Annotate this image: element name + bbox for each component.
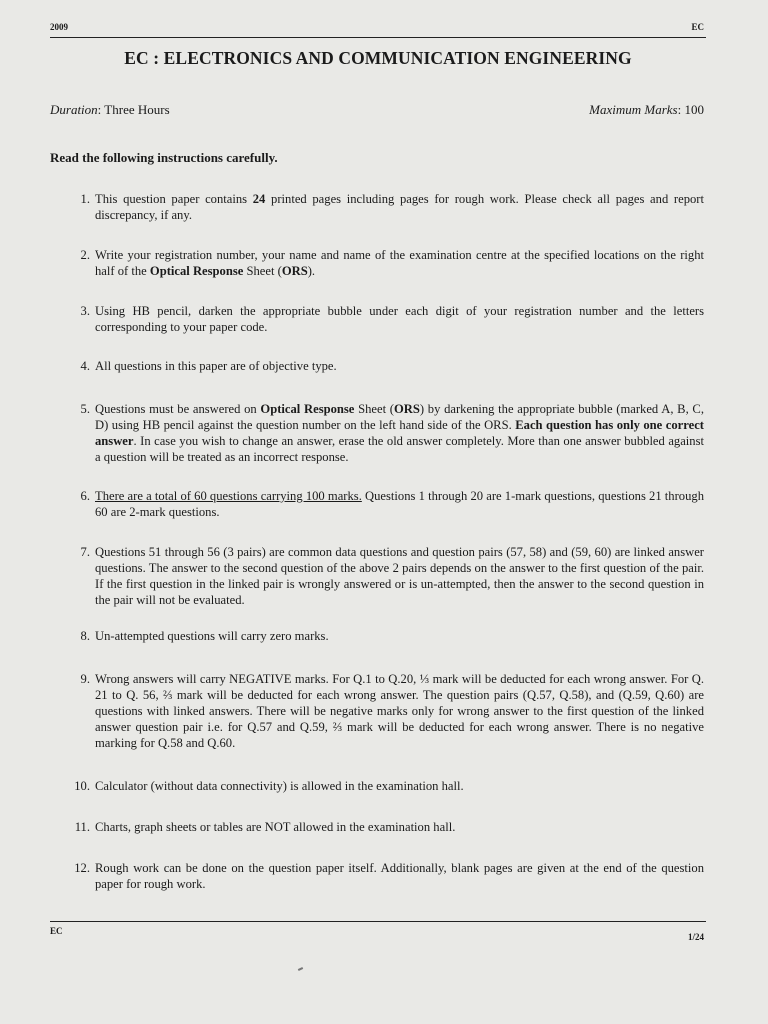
- paper-speck: [298, 967, 303, 971]
- instruction-item: [68, 401, 704, 465]
- instruction-number: 2.: [80, 248, 90, 262]
- instruction-text: Questions 51 through 56 (3 pairs) are common data questions and question pairs (57, 58) and (59, 60) are linked answer questions. The answer to the second question of the above 2 pairs depends on the answer to the first question of the pair. If the first question in the linked pair is wrongly answered or is un-attempted, then the answer to the second question in the pair will not be evaluated.: [95, 545, 704, 607]
- page-title: EC : ELECTRONICS AND COMMUNICATION ENGINEERING: [124, 48, 632, 68]
- instruction-item: [68, 778, 704, 794]
- instruction-text: Using HB pencil, darken the appropriate bubble under each digit of your registration number and the letters corresponding to your paper code.: [95, 304, 704, 334]
- instruction-item: [68, 819, 704, 835]
- instruction-item: [68, 628, 704, 644]
- instruction-number: 3.: [80, 304, 90, 318]
- instruction-item: [68, 303, 704, 335]
- footer-paper-code: EC: [50, 926, 63, 936]
- instruction-text: Rough work can be done on the question paper itself. Additionally, blank pages are given at the end of the question paper for rough work.: [95, 861, 704, 891]
- instruction-number: 7.: [80, 545, 90, 559]
- instruction-number: 6.: [80, 489, 90, 503]
- instruction-number: 8.: [80, 629, 90, 643]
- instruction-text: There are a total of 60 questions carrying 100 marks. Questions 1 through 20 are 1-mark questions, questions 21 through 60 are 2-mark questions.: [95, 489, 704, 519]
- instruction-text: Un-attempted questions will carry zero marks.: [95, 629, 329, 643]
- instruction-item: [68, 544, 704, 608]
- footer-rule: [50, 921, 706, 922]
- instruction-item: [68, 488, 704, 520]
- header-paper-code: EC: [691, 22, 704, 32]
- instruction-number: 9.: [80, 672, 90, 686]
- instruction-item: [68, 671, 704, 751]
- instruction-item: [68, 860, 704, 892]
- instructions-heading: Read the following instructions carefully.: [50, 150, 278, 165]
- instruction-number: 11.: [74, 820, 90, 834]
- page-number: 1/24: [687, 932, 704, 942]
- duration-label: Duration: [50, 102, 98, 117]
- instruction-item: [68, 247, 704, 279]
- duration-value: : Three Hours: [97, 102, 170, 117]
- instruction-text: Wrong answers will carry NEGATIVE marks. For Q.1 to Q.20, ⅓ mark will be deducted for each wrong answer. For Q. 21 to Q. 56, ⅔ mark will be deducted for each wrong answer. The question pairs (Q.57, Q.58), and (Q.59, Q.60) are questions with linked answers. There will be negative marks only for wrong answer to the first question of the linked answer question pair i.e. for Q.57 and Q.59, ⅔ mark will be deducted for each wrong answer. There is no negative marking for Q.58 and Q.60.: [95, 672, 704, 750]
- duration: [50, 102, 170, 118]
- instruction-number: 5.: [80, 402, 90, 416]
- instruction-item: [68, 191, 704, 223]
- instruction-number: 1.: [80, 192, 90, 206]
- instruction-text: Calculator (without data connectivity) is allowed in the examination hall.: [95, 779, 464, 793]
- instruction-text: Write your registration number, your name and name of the examination centre at the specified locations on the right half of the Optical Response Sheet (ORS).: [95, 248, 704, 278]
- maximum-marks-label: Maximum Marks: [589, 102, 678, 117]
- maximum-marks-value: : 100: [677, 102, 704, 117]
- instruction-number: 10.: [74, 779, 90, 793]
- instruction-number: 12.: [74, 861, 90, 875]
- instruction-text: Charts, graph sheets or tables are NOT allowed in the examination hall.: [95, 820, 456, 834]
- maximum-marks: [589, 102, 704, 118]
- header-rule: [50, 37, 706, 38]
- instruction-text: Questions must be answered on Optical Response Sheet (ORS) by darkening the appropriate bubble (marked A, B, C, D) using HB pencil against the question number on the left hand side of the ORS. Each question has only one correct answer. In case you wish to change an answer, erase the old answer completely. More than one answer bubbled against a question will be treated as an incorrect response.: [95, 402, 704, 464]
- instruction-text: This question paper contains 24 printed pages including pages for rough work. Please check all pages and report discrepancy, if any.: [95, 192, 704, 222]
- instruction-text: All questions in this paper are of objective type.: [95, 359, 337, 373]
- instruction-item: [68, 358, 704, 374]
- instruction-number: 4.: [80, 359, 90, 373]
- header-year: 2009: [50, 22, 68, 32]
